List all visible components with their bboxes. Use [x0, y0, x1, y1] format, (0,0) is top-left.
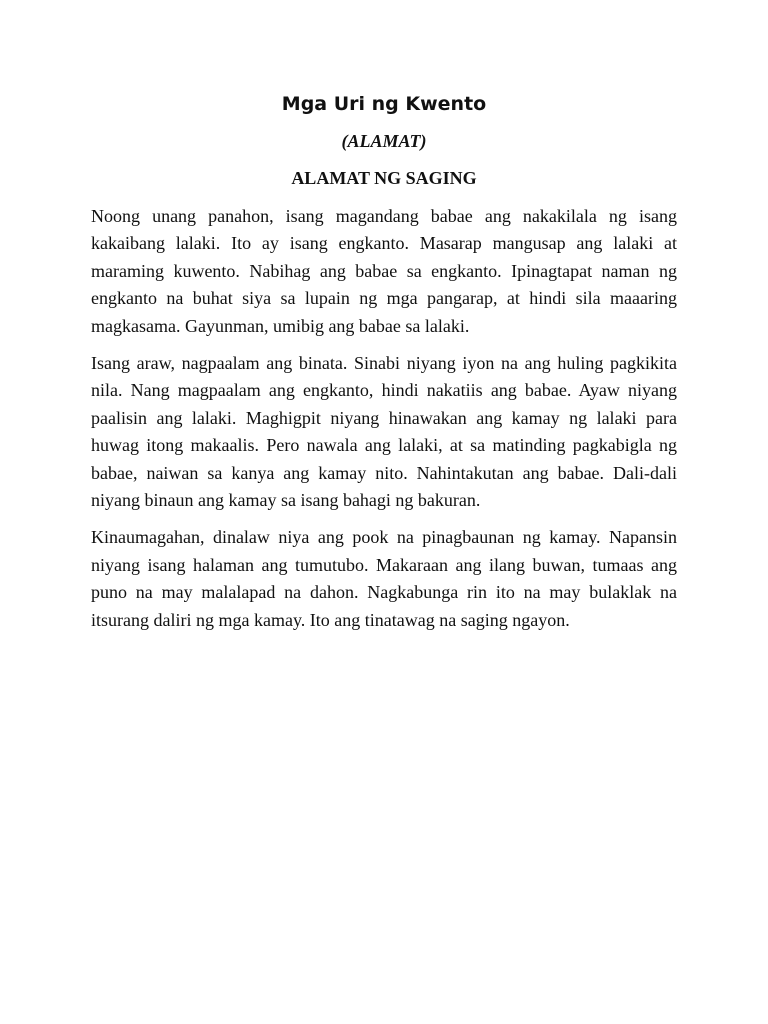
- document-subtitle: (ALAMAT): [341, 131, 427, 151]
- document-title: Mga Uri ng Kwento: [281, 93, 487, 115]
- document-body: [91, 90, 677, 634]
- story-paragraph-3: Kinaumagahan, dinalaw niya ang pook na pinagbaunan ng kamay. Napansin niyang isang halaman ang tumutubo. Makaraan ang ilang buwan, tumaas ang puno na may malalapad na dahon. Nagkabunga rin ito na may bulaklak na itsurang daliri ng mga kamay. Ito ang tinatawag na saging ngayon.: [91, 527, 677, 630]
- story-paragraph-1: Noong unang panahon, isang magandang babae ang nakakilala ng isang kakaibang lalaki. Ito ay isang engkanto. Masarap mangusap ang lalaki at maraming kuwento. Nabihag ang babae sa engkanto. Ipinagtapat naman ng engkanto na buhat siya sa lupain ng mga pangarap, at hindi sila maaaring magkasama. Gayunman, umibig ang babae sa lalaki.: [91, 206, 677, 336]
- story-heading: ALAMAT NG SAGING: [291, 168, 477, 188]
- story-paragraph-2: Isang araw, nagpaalam ang binata. Sinabi niyang iyon na ang huling pagkikita nila. Nang magpaalam ang engkanto, hindi nakatiis ang babae. Ayaw niyang paalisin ang lalaki. Maghigpit niyang hinawakan ang kamay ng lalaki para huwag itong makaalis. Pero nawala ang lalaki, at sa matinding pagkabigla ng babae, naiwan sa kanya ang kamay nito. Nahintakutan ang babae. Dali-dali niyang binaun ang kamay sa isang bahagi ng bakuran.: [91, 353, 677, 511]
